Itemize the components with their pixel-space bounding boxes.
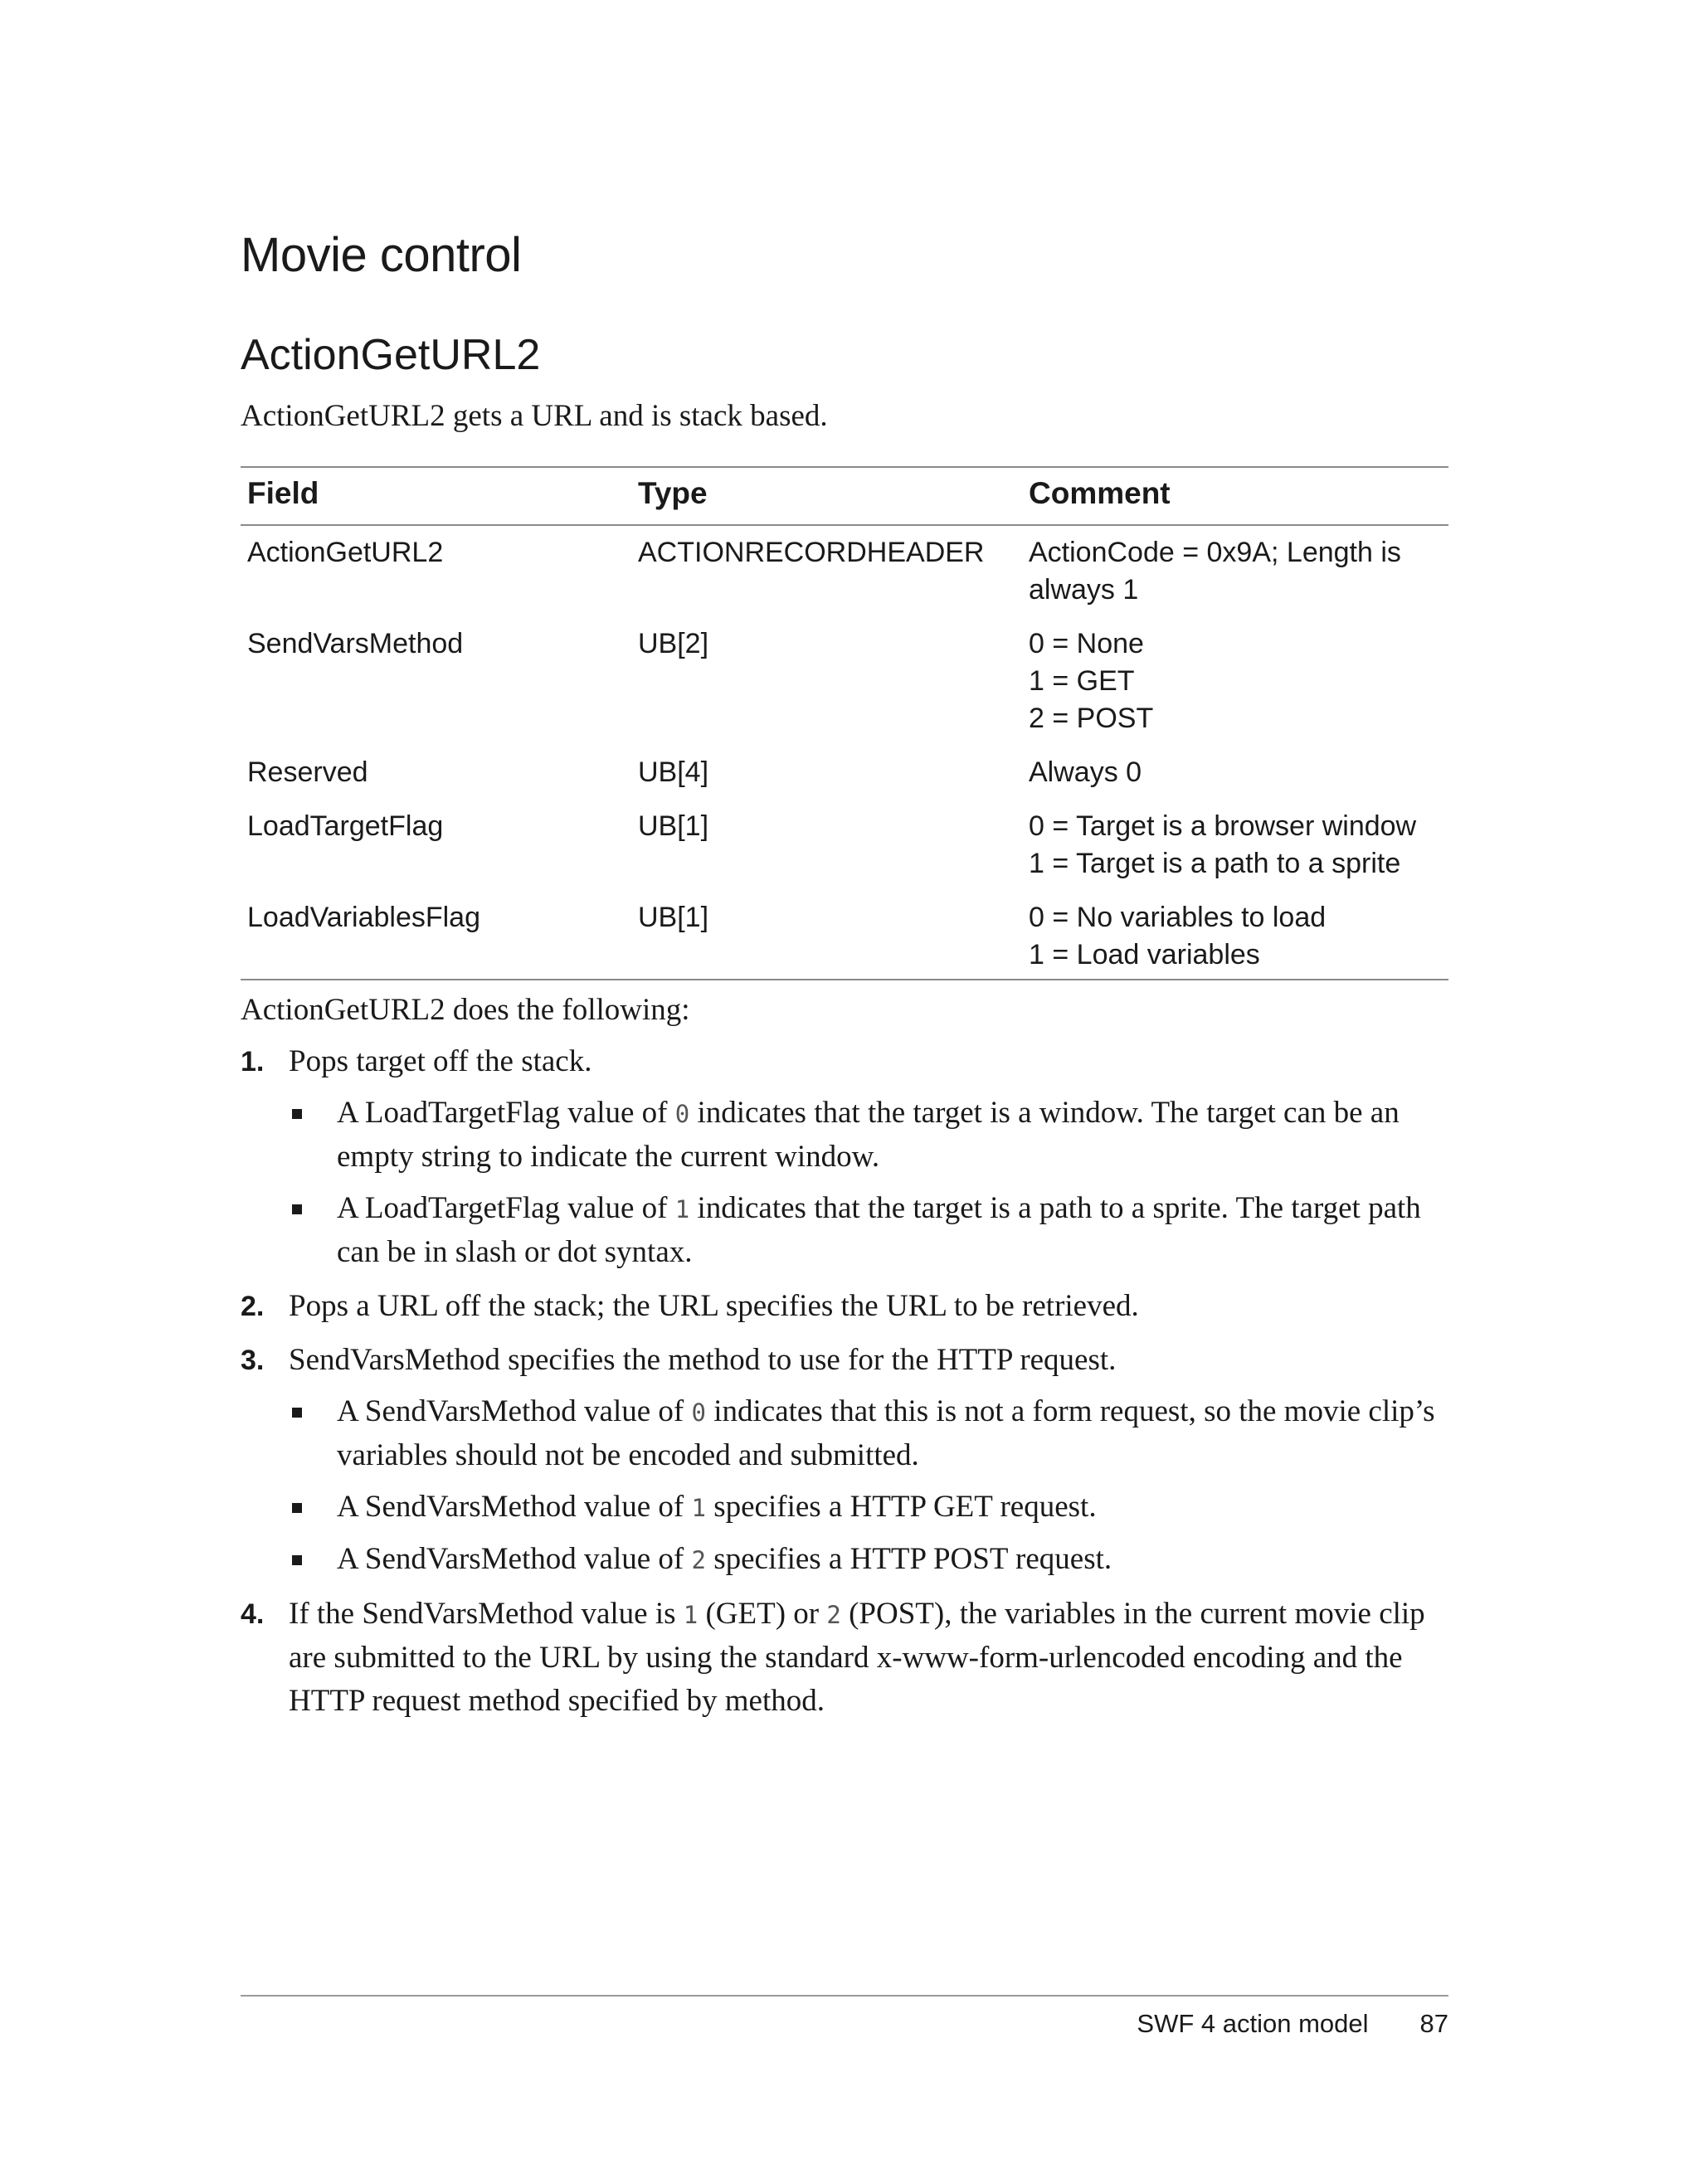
inline-code: 1 — [674, 1195, 690, 1223]
cell-type: UB[1] — [638, 810, 709, 842]
comment-line: ActionCode = 0x9A; Length is — [1029, 537, 1401, 568]
table-row — [241, 894, 1448, 980]
cell-type: UB[2] — [638, 628, 709, 659]
square-bullet-icon — [292, 1555, 302, 1565]
inline-code: 0 — [691, 1398, 706, 1427]
steps-list — [241, 1040, 1448, 1723]
cell-comment — [1022, 894, 1448, 980]
cell-type: ACTIONRECORDHEADER — [638, 537, 985, 568]
bullet-text: A SendVarsMethod value of — [337, 1394, 692, 1428]
inline-code: 0 — [674, 1100, 690, 1128]
column-header-comment: Comment — [1022, 467, 1448, 525]
bullet-text: indicates that the target is a path to a sprite. The target path can be in slash or dot syntax. — [337, 1191, 1421, 1269]
cell-comment — [1022, 803, 1448, 894]
footer-divider — [241, 1995, 1448, 1997]
bullet-text: A SendVarsMethod value of — [337, 1490, 692, 1524]
table-row — [241, 525, 1448, 620]
column-header-field: Field — [241, 467, 631, 525]
bullet-text: A LoadTargetFlag value of — [337, 1191, 675, 1225]
procedure-lead: ActionGetURL2 does the following: — [241, 993, 690, 1027]
comment-line: 0 = No variables to load — [1029, 902, 1327, 933]
step-item — [241, 1339, 1448, 1582]
subsection-title: ActionGetURL2 — [241, 331, 541, 379]
cell-field: ActionGetURL2 — [247, 537, 444, 568]
step-text: Pops a URL off the stack; the URL specifies the URL to be retrieved. — [289, 1289, 1139, 1323]
comment-line: 1 = GET — [1029, 665, 1135, 697]
inline-code: 1 — [691, 1494, 706, 1522]
cell-field: LoadVariablesFlag — [241, 894, 631, 980]
step-number: 2. — [241, 1291, 265, 1322]
step-text: Pops target off the stack. — [289, 1044, 592, 1078]
bullet-text: A SendVarsMethod value of — [337, 1542, 692, 1576]
cell-type: UB[4] — [638, 756, 709, 788]
page-number: 87 — [1419, 2009, 1448, 2038]
cell-comment — [1022, 525, 1448, 620]
table-header-row — [241, 467, 1448, 525]
page-footer — [1137, 2006, 1448, 2042]
step-text: (GET) or — [698, 1597, 827, 1631]
step-text: If the SendVarsMethod value is — [289, 1597, 684, 1631]
comment-line: 0 = Target is a browser window — [1029, 810, 1417, 842]
table-row — [241, 620, 1448, 749]
inline-code: 1 — [683, 1601, 699, 1629]
step-number: 3. — [241, 1345, 265, 1376]
bullet-item — [289, 1187, 1448, 1274]
comment-line: always 1 — [1029, 574, 1139, 606]
bullet-list — [289, 1092, 1448, 1274]
intro-paragraph: ActionGetURL2 gets a URL and is stack based. — [241, 399, 828, 433]
bullet-item — [289, 1538, 1448, 1582]
procedure-section — [241, 989, 1448, 1734]
step-item — [241, 1593, 1448, 1723]
cell-comment — [1022, 620, 1448, 749]
comment-line: 1 = Load variables — [1029, 939, 1260, 970]
cell-field: LoadTargetFlag — [247, 810, 444, 842]
table-row — [241, 803, 1448, 894]
comment-line: 1 = Target is a path to a sprite — [1029, 848, 1401, 879]
bullet-text: indicates that the target is a window. The target can be an empty string to indicate the current window. — [337, 1096, 1400, 1174]
step-number: 4. — [241, 1598, 265, 1630]
section-title: Movie control — [241, 228, 522, 282]
step-item — [241, 1285, 1448, 1328]
footer-chapter: SWF 4 action model — [1137, 2009, 1369, 2038]
bullet-text: specifies a HTTP GET request. — [705, 1490, 1097, 1524]
square-bullet-icon — [292, 1408, 302, 1418]
square-bullet-icon — [292, 1204, 302, 1214]
square-bullet-icon — [292, 1109, 302, 1119]
cell-comment — [1022, 749, 1448, 803]
step-text: (POST), the variables in the current movie clip are submitted to the URL by using the standard x-www-form-urlencoded encoding and the HTTP request method specified by method. — [289, 1597, 1425, 1718]
bullet-item — [289, 1486, 1448, 1530]
bullet-text: specifies a HTTP POST request. — [705, 1542, 1112, 1576]
document-page — [241, 0, 1448, 2184]
table-row — [241, 749, 1448, 803]
step-number: 1. — [241, 1046, 265, 1077]
bullet-text: indicates that this is not a form request, so the movie clip’s variables should not be encoded and submitted. — [337, 1394, 1435, 1472]
square-bullet-icon — [292, 1503, 302, 1513]
step-text: SendVarsMethod specifies the method to use for the HTTP request. — [289, 1343, 1117, 1377]
bullet-item — [289, 1390, 1448, 1477]
column-header-type: Type — [631, 467, 1022, 525]
comment-line: 2 = POST — [1029, 703, 1154, 734]
bullet-list — [289, 1390, 1448, 1582]
bullet-item — [289, 1092, 1448, 1179]
cell-field: SendVarsMethod — [247, 628, 464, 659]
inline-code: 2 — [826, 1601, 841, 1629]
comment-line: Always 0 — [1029, 756, 1142, 788]
cell-type: UB[1] — [631, 894, 1022, 980]
step-item — [241, 1040, 1448, 1274]
field-table — [241, 466, 1448, 980]
cell-field: Reserved — [247, 756, 368, 788]
bullet-text: A LoadTargetFlag value of — [337, 1096, 675, 1130]
comment-line: 0 = None — [1029, 628, 1144, 659]
inline-code: 2 — [691, 1546, 706, 1574]
